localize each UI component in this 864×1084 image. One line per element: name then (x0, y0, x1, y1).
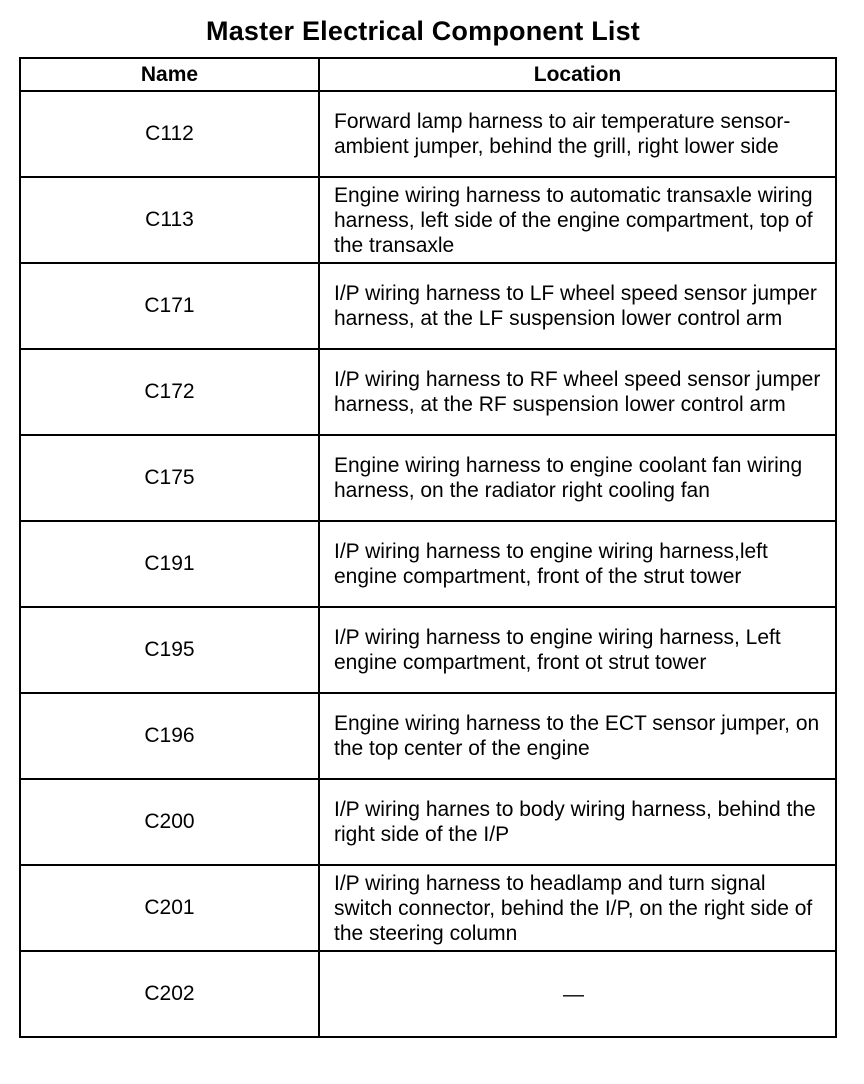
table-row (20, 91, 836, 177)
table-row (20, 435, 836, 521)
table-row (20, 951, 836, 1037)
component-name: C202 (20, 951, 319, 1037)
component-location: Engine wiring harness to the ECT sensor jumper, on the top center of the engine (319, 693, 836, 779)
table-row (20, 607, 836, 693)
component-location: I/P wiring harness to RF wheel speed sensor jumper harness, at the RF suspension lower control arm (319, 349, 836, 435)
component-location: I/P wiring harness to engine wiring harness,left engine compartment, front of the strut tower (319, 521, 836, 607)
component-table (19, 57, 837, 1038)
component-location: Engine wiring harness to automatic transaxle wiring harness, left side of the engine compartment, top of the transaxle (319, 177, 836, 263)
table-row (20, 177, 836, 263)
table-row (20, 693, 836, 779)
component-name: C113 (20, 177, 319, 263)
component-name: C191 (20, 521, 319, 607)
header-row (20, 58, 836, 91)
table-row (20, 865, 836, 951)
component-location: — (319, 951, 836, 1037)
name-column-header: Name (20, 58, 319, 91)
component-name: C171 (20, 263, 319, 349)
component-name: C112 (20, 91, 319, 177)
component-location: I/P wiring harness to headlamp and turn signal switch connector, behind the I/P, on the right side of the steering column (319, 865, 836, 951)
component-location: Forward lamp harness to air temperature sensor-ambient jumper, behind the grill, right lower side (319, 91, 836, 177)
component-name: C175 (20, 435, 319, 521)
table-row (20, 349, 836, 435)
component-name: C195 (20, 607, 319, 693)
component-location: I/P wiring harness to engine wiring harness, Left engine compartment, front ot strut tower (319, 607, 836, 693)
component-name: C200 (20, 779, 319, 865)
table-row (20, 779, 836, 865)
component-name: C201 (20, 865, 319, 951)
page-title: Master Electrical Component List (206, 16, 640, 46)
table-row (20, 521, 836, 607)
component-location: I/P wiring harness to LF wheel speed sensor jumper harness, at the LF suspension lower control arm (319, 263, 836, 349)
location-column-header: Location (319, 58, 836, 91)
component-location: I/P wiring harnes to body wiring harness, behind the right side of the I/P (319, 779, 836, 865)
component-name: C172 (20, 349, 319, 435)
component-name: C196 (20, 693, 319, 779)
component-location: Engine wiring harness to engine coolant fan wiring harness, on the radiator right cooling fan (319, 435, 836, 521)
table-row (20, 263, 836, 349)
